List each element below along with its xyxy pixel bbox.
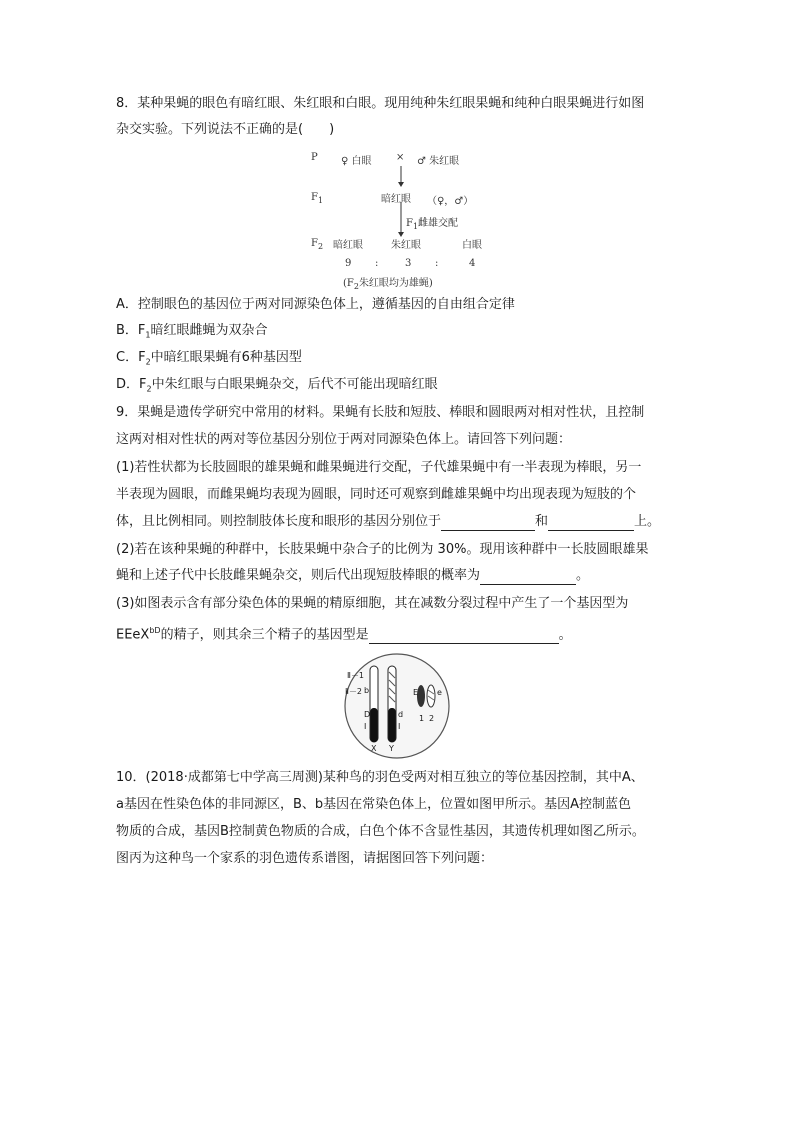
label-I-right: Ⅰ bbox=[398, 722, 401, 731]
q8-cross-diagram bbox=[305, 148, 482, 291]
cross-note: ($F_2$朱红眼均为雄蝇) bbox=[343, 278, 433, 291]
label-I-left: Ⅰ bbox=[364, 722, 367, 731]
q10-line3: 物质的合成，基因B控制黄色物质的合成，白色个体不含显性基因，其遗传机理如图乙所示。 bbox=[116, 824, 645, 839]
spermatogonium-figure bbox=[343, 652, 451, 760]
cross-f1-phenotype: 暗红眼 bbox=[381, 194, 411, 205]
ratio-colon-2: : bbox=[435, 258, 439, 269]
label-D: D bbox=[364, 710, 371, 719]
q8-stem-line2: 杂交实验。下列说法不正确的是( ) bbox=[116, 122, 335, 137]
q8-stem-line1: 8．某种果蝇的眼色有暗红眼、朱红眼和白眼。现用纯种朱红眼果蝇和纯种白眼果蝇进行如图 bbox=[116, 96, 645, 111]
q10-line1: 10．(2018·成都第七中学高三周测)某种鸟的羽色受两对相互独立的等位基因控制，其中A、 bbox=[116, 770, 644, 785]
q8-option-d: D．$F_2$中朱红眼与白眼果蝇杂交，后代不可能出现暗红眼 bbox=[116, 377, 438, 394]
answer-blank-3[interactable] bbox=[480, 570, 576, 585]
ratio-4: 4 bbox=[469, 258, 476, 269]
cross-f1-sex: （♀，♂） bbox=[427, 196, 474, 207]
label-X: X bbox=[371, 744, 377, 753]
q9-line3: (1)若性状都为长肢圆眼的雄果蝇和雌果蝇进行交配，子代雄果蝇中有一半表现为棒眼，另一 bbox=[116, 460, 642, 475]
q8-option-a: A．控制眼色的基因位于两对同源染色体上，遵循基因的自由组合定律 bbox=[116, 297, 515, 312]
q9-line7: 蝇和上述子代中长肢雌果蝇杂交，则后代出现短肢棒眼的概率为 。 bbox=[116, 568, 590, 583]
cross-f2-white: 白眼 bbox=[462, 240, 482, 251]
q9-line2: 这两对相对性状的两对等位基因分别位于两对同源染色体上。请回答下列问题： bbox=[116, 432, 572, 447]
label-1: 1 bbox=[419, 714, 425, 723]
q9-line5: 体，且比例相同。则控制肢体长度和眼形的基因分别位于 和 上。 bbox=[116, 514, 661, 529]
label-II1: Ⅱ－1 bbox=[347, 671, 365, 680]
label-e: e bbox=[437, 688, 442, 697]
cross-times: × bbox=[396, 152, 405, 163]
label-b: b bbox=[364, 686, 370, 695]
q9-line4: 半表现为圆眼，而雌果蝇均表现为圆眼，同时还可观察到雌雄果蝇中均出现表现为短肢的个 bbox=[116, 487, 637, 502]
cross-p-female: ♀ 白眼 bbox=[341, 156, 372, 167]
cross-f1-label: $F_1$ bbox=[311, 192, 324, 205]
label-d: d bbox=[398, 710, 404, 719]
q9-line6: (2)若在该种果蝇的种群中，长肢果蝇中杂合子的比例为 30%。现用该种群中一长肢圆眼雄果 bbox=[116, 542, 649, 557]
cross-f2-label: $F_2$ bbox=[311, 238, 324, 251]
label-2: 2 bbox=[429, 714, 435, 723]
ratio-colon-1: : bbox=[375, 258, 379, 269]
cross-f2-vermilion: 朱红眼 bbox=[391, 240, 421, 251]
cross-p-male: ♂ 朱红眼 bbox=[417, 156, 460, 167]
ratio-3: 3 bbox=[405, 258, 412, 269]
label-II2: Ⅱ－2 bbox=[345, 687, 363, 696]
label-E: E bbox=[413, 688, 419, 697]
answer-blank-4[interactable] bbox=[369, 629, 559, 644]
q8-option-c: C．$F_2$中暗红眼果蝇有6种基因型 bbox=[116, 350, 302, 367]
answer-blank-1[interactable] bbox=[441, 516, 535, 531]
q9-line9: EEeX$^{bD}$的精子，则其余三个精子的基因型是 。 bbox=[116, 626, 572, 643]
cell-drawing bbox=[343, 652, 451, 760]
q10-line2: a基因在性染色体的非同源区，B、b基因在常染色体上，位置如图甲所示。基因A控制蓝色 bbox=[116, 797, 632, 812]
q9-line8: (3)如图表示含有部分染色体的果蝇的精原细胞，其在减数分裂过程中产生了一个基因型为 bbox=[116, 596, 629, 611]
answer-blank-2[interactable] bbox=[548, 516, 634, 531]
q9-line1: 9．果蝇是遗传学研究中常用的材料。果蝇有长肢和短肢、棒眼和圆眼两对相对性状，且控制 bbox=[116, 405, 645, 420]
ratio-9: 9 bbox=[345, 258, 352, 269]
q8-option-b: B．$F_1$暗红眼雌蝇为双杂合 bbox=[116, 323, 268, 340]
cross-f1-mating: $F_1$雌雄交配 bbox=[406, 218, 459, 231]
q10-line4: 图丙为这种鸟一个家系的羽色遗传系谱图，请据图回答下列问题： bbox=[116, 851, 494, 866]
cross-p-label: P bbox=[311, 152, 318, 163]
label-Y: Y bbox=[389, 744, 394, 753]
cross-f2-dark-red: 暗红眼 bbox=[333, 240, 363, 251]
